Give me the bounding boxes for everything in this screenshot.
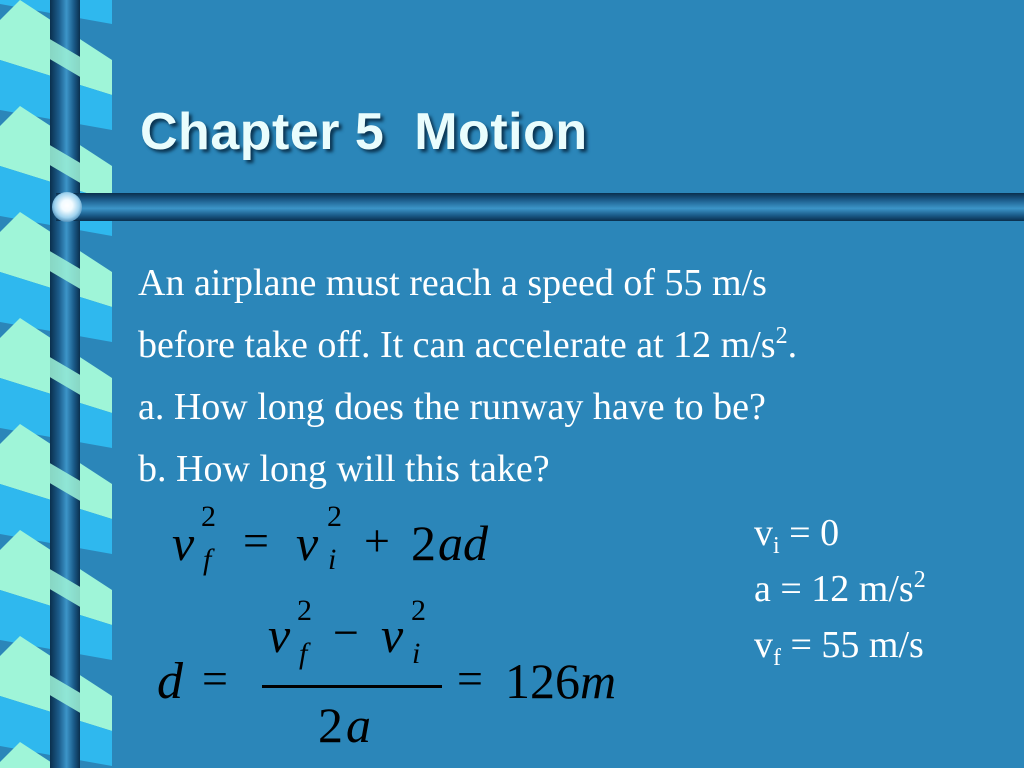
problem-line-2: before take off. It can accelerate at 12 $m/s^2$.: [138, 323, 798, 366]
given-values: [754, 505, 926, 673]
problem-statement: [138, 252, 797, 500]
problem-line-1: An airplane must reach a speed of 55 m/s: [138, 262, 767, 304]
given-initial-velocity: $v_i = 0$: [754, 512, 840, 559]
given-final-velocity: $v_f = 55$ m/s: [754, 624, 924, 671]
title-underline-bar: [56, 193, 1024, 221]
slide-title: Chapter 5 Motion: [140, 103, 588, 161]
question-b: b. How long will this take?: [138, 448, 550, 490]
decorative-left-border: [0, 0, 112, 768]
fraction-bar: [262, 685, 442, 688]
given-acceleration: a = 12 $m/s^2$: [754, 567, 926, 610]
question-a: a. How long does the runway have to be?: [138, 386, 766, 428]
title-bar-knob: [52, 192, 82, 222]
